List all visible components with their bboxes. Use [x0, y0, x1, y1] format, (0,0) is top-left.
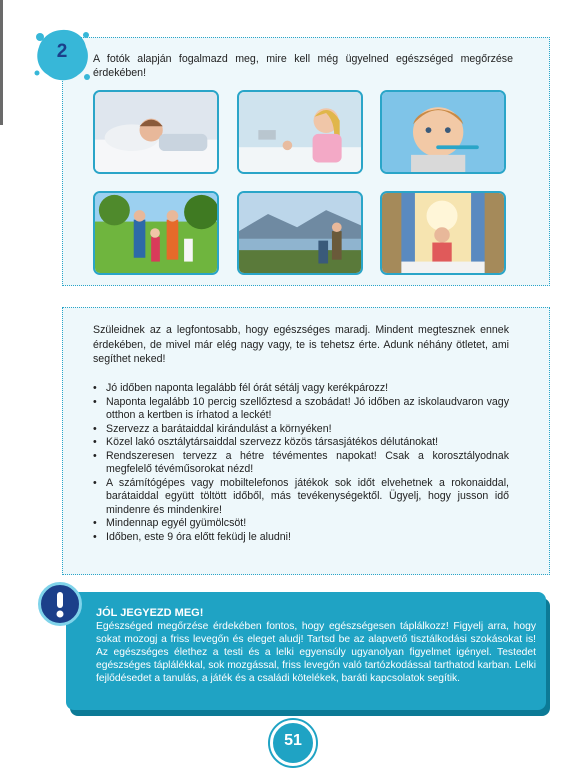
list-item: • Szervezz a barátaiddal kirándulást a környéken!: [93, 423, 509, 437]
remember-badge: [38, 582, 82, 626]
page-edge-mark: [0, 0, 3, 125]
photo-sleeping-child: [93, 90, 219, 174]
advice-list: [93, 382, 509, 544]
list-item: • A számítógépes vagy mobiltelefonos játékok sok időt elvehetnek a rokonaiddal, barátaiddal együtt töltött időből, más tevékenységektől. Ügyelj, hogy jusson idő mindenre és mindenkire!: [93, 477, 509, 518]
remember-title: JÓL JEGYEZD MEG!: [96, 607, 204, 619]
photo-washing-hands: [237, 90, 363, 174]
task-number: 2: [56, 41, 68, 62]
photo-lake-hike: [237, 191, 363, 275]
photo-brushing-teeth: [380, 90, 506, 174]
list-item: • Közel lakó osztálytársaiddal szervezz közös társasjátékos délutánokat!: [93, 436, 509, 450]
list-item: • Időben, este 9 óra előtt feküdj le aludni!: [93, 531, 509, 545]
task-instruction: A fotók alapján fogalmazd meg, mire kell még ügyelned egészséged megőrzése érdekében!: [93, 53, 513, 79]
exclamation-icon: [41, 585, 79, 623]
list-item: • Jó időben naponta legalább fél órát sétálj vagy kerékpározz!: [93, 382, 509, 396]
page-number-badge: [270, 720, 316, 766]
list-item: • Mindennap egyél gyümölcsöt!: [93, 517, 509, 531]
photo-open-window: [380, 191, 506, 275]
photo-family-walk: [93, 191, 219, 275]
page-number: 51: [284, 732, 302, 749]
remember-text: Egészséged megőrzése érdekében fontos, hogy egészségesen táplálkozz! Figyelj arra, hogy sokat mozogj a friss levegőn és eleget aludj! Tartsd be az alapvető tisztálkodási szokásokat is! Az egészséges élethez a testi és a lelki egyensúly ugyanolyan figyelmet igényel. Testedet egészséges táplálékkal, sok mozgással, friss levegőn való tartózkodással tarthatod karban. Lelki fejlődésedet a tanulás, a játék és a családi kötelékek, baráti kapcsolatok segítik.: [96, 621, 536, 684]
advice-intro: Szüleidnek az a legfontosabb, hogy egészséges maradj. Mindent megtesznek ennek érdekében, de mivel már elég nagy vagy, te is tehetsz érte. Adunk néhány ötletet, ami segíthet neked!: [93, 324, 509, 365]
list-item: • Naponta legalább 10 percig szellőztesd a szobádat! Jó időben az iskolaudvaron vagy otthon a kertben is írhatod a leckét!: [93, 396, 509, 423]
list-item: • Rendszeresen tervezz a hétre tévémentes napokat! Csak a korosztályodnak megfelelő tévéműsorokat nézd!: [93, 450, 509, 477]
